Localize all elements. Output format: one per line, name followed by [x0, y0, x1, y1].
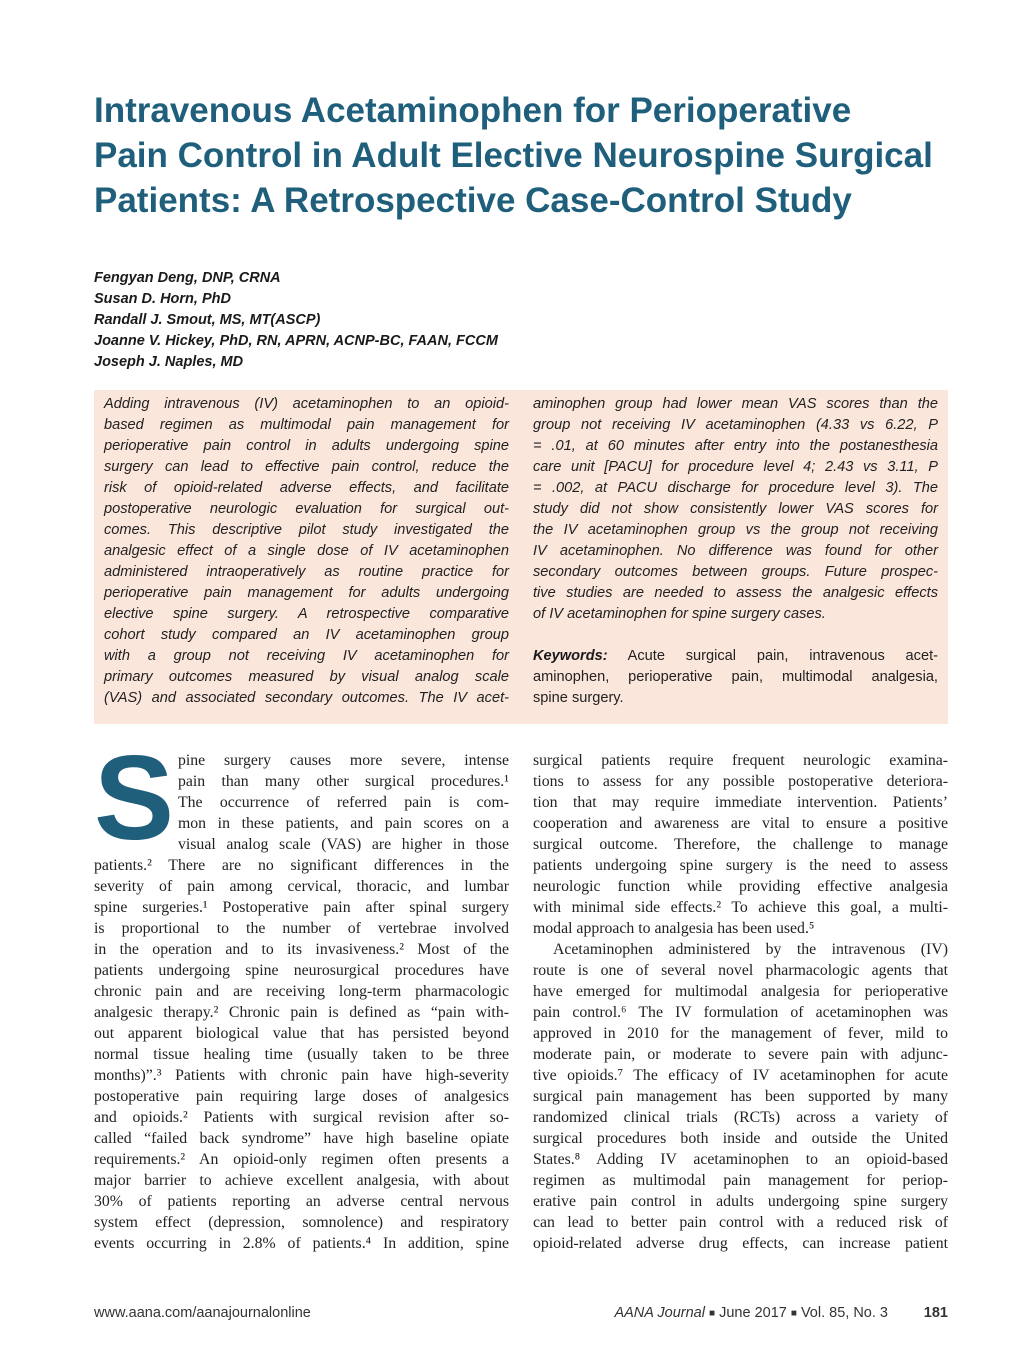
abstract-line: group not receiving IV acetaminophen (4.33 vs 6.22, P: [533, 417, 938, 433]
body-line: surgical outcome. Therefore, the challenge to manage: [533, 836, 948, 853]
body-line: pine surgery causes more severe, intense: [178, 752, 509, 769]
keywords-text: Acute surgical pain, intravenous acet-: [607, 648, 938, 664]
keywords-line: aminophen, perioperative pain, multimodal analgesia,: [533, 669, 938, 685]
abstract-line: (VAS) and associated secondary outcomes. The IV acet-: [104, 690, 509, 706]
body-line: patients undergoing spine surgery is the need to assess: [533, 857, 948, 874]
abstract-line: based regimen as multimodal pain management for: [104, 417, 509, 433]
body-line: and opioids.² Patients with surgical revision after so-: [94, 1109, 509, 1126]
abstract-line: IV acetaminophen. No difference was found for other: [533, 543, 938, 559]
abstract-line: with a group not receiving IV acetaminophen for: [104, 648, 509, 664]
journal-url[interactable]: www.aana.com/aanajournalonline: [94, 1305, 311, 1321]
body-line: requirements.² An opioid-only regimen often presents a: [94, 1151, 509, 1168]
abstract-line: risk of opioid-related adverse effects, and facilitate: [104, 480, 509, 496]
abstract-line: surgery can lead to effective pain control, reduce the: [104, 459, 509, 475]
body-line: tive opioids.⁷ The efficacy of IV acetaminophen for acute: [533, 1067, 948, 1084]
body-line: out apparent biological value that has persisted beyond: [94, 1025, 509, 1042]
abstract-line: study did not show consistently lower VAS scores for: [533, 501, 938, 517]
abstract-line: comes. This descriptive pilot study investigated the: [104, 522, 509, 538]
body-line: The occurrence of referred pain is com-: [178, 794, 509, 811]
page-number: 181: [923, 1305, 948, 1321]
body-line: normal tissue healing time (usually taken to be three: [94, 1046, 509, 1063]
body-line: approved in 2010 for the management of fever, mild to: [533, 1025, 948, 1042]
body-line: surgical pain management has been supported by many: [533, 1088, 948, 1105]
body-left-column: [94, 731, 509, 1254]
body-line: surgical procedures both inside and outside the United: [533, 1130, 948, 1147]
body-line: patients.² There are no significant differences in the: [94, 857, 509, 874]
abstract-line: administered intraoperatively as routine practice for: [104, 564, 509, 580]
body-line: spine surgeries.¹ Postoperative pain after spinal surgery: [94, 899, 509, 916]
abstract-line: care unit [PACU] for procedure level 4; 2.43 vs 3.11, P: [533, 459, 938, 475]
abstract-line: Adding intravenous (IV) acetaminophen to an opioid-: [104, 396, 509, 412]
abstract-line: perioperative pain control in adults undergoing spine: [104, 438, 509, 454]
abstract-spacer: [533, 625, 938, 646]
body-line: tion that may require immediate intervention. Patients’: [533, 794, 948, 811]
body-line: in the operation and to its invasiveness.² Most of the: [94, 941, 509, 958]
abstract-box: [94, 390, 948, 724]
body-line: randomized clinical trials (RCTs) across a variety of: [533, 1109, 948, 1126]
body-line: regimen as multimodal pain management for periop-: [533, 1172, 948, 1189]
body-line: patients undergoing spine neurosurgical procedures have: [94, 962, 509, 979]
title-line-3: Patients: A Retrospective Case-Control Study: [94, 181, 852, 220]
body-line: States.⁸ Adding IV acetaminophen to an opioid-based: [533, 1151, 948, 1168]
body-line: chronic pain and are receiving long-term pharmacologic: [94, 983, 509, 1000]
body-line: analgesic therapy.² Chronic pain is defined as “pain with-: [94, 1004, 509, 1021]
body-line: route is one of several novel pharmacologic agents that: [533, 962, 948, 979]
keywords-label: Keywords:: [533, 648, 608, 664]
body-line: severity of pain among cervical, thoracic, and lumbar: [94, 878, 509, 895]
title-line-2: Pain Control in Adult Elective Neurospine Surgical: [94, 136, 933, 175]
abstract-line: cohort study compared an IV acetaminophen group: [104, 627, 509, 643]
body-line: with minimal side effects.² To achieve this goal, a multi-: [533, 899, 948, 916]
body-line: have emerged for multimodal analgesia for perioperative: [533, 983, 948, 1000]
abstract-line: perioperative pain management for adults undergoing: [104, 585, 509, 601]
square-bullet-icon: ■: [790, 1308, 797, 1319]
author: Joanne V. Hickey, PhD, RN, APRN, ACNP-BC, FAAN, FCCM: [94, 333, 498, 349]
body-line: modal approach to analgesia has been used.⁵: [533, 920, 815, 937]
author: Susan D. Horn, PhD: [94, 291, 231, 307]
abstract-line: = .01, at 60 minutes after entry into the postanesthesia: [533, 438, 938, 454]
author: Joseph J. Naples, MD: [94, 354, 244, 370]
square-bullet-icon: ■: [709, 1308, 716, 1319]
body-line: is proportional to the number of vertebrae involved: [94, 920, 509, 937]
keywords-line: [533, 646, 938, 667]
abstract-line: = .002, at PACU discharge for procedure level 3). The: [533, 480, 938, 496]
abstract-line: the IV acetaminophen group vs the group not receiving: [533, 522, 938, 538]
journal-name: AANA Journal: [614, 1305, 705, 1321]
volume-issue: Vol. 85, No. 3: [800, 1305, 888, 1321]
body-line: system effect (depression, somnolence) and respiratory: [94, 1214, 509, 1231]
author: Randall J. Smout, MS, MT(ASCP): [94, 312, 321, 328]
body-line: visual analog scale (VAS) are higher in those: [178, 836, 509, 853]
abstract-left-column: [104, 394, 509, 709]
body-line: 30% of patients reporting an adverse central nervous: [94, 1193, 509, 1210]
body-line: events occurring in 2.8% of patients.⁴ In addition, spine: [94, 1235, 509, 1252]
abstract-line: postoperative neurologic evaluation for surgical out-: [104, 501, 509, 517]
author: Fengyan Deng, DNP, CRNA: [94, 270, 281, 286]
body-line: major barrier to achieve excellent analgesia, with about: [94, 1172, 509, 1189]
body-line: can lead to better pain control with a reduced risk of: [533, 1214, 948, 1231]
body-line: cooperation and awareness are vital to ensure a positive: [533, 815, 948, 832]
article-title: [94, 88, 964, 223]
body-right-column: [533, 750, 948, 1254]
body-line: months)”.³ Patients with chronic pain have high-severity: [94, 1067, 509, 1084]
body-line: called “failed back syndrome” have high baseline opiate: [94, 1130, 509, 1147]
body-line: Acetaminophen administered by the intravenous (IV): [553, 941, 948, 958]
abstract-line: of IV acetaminophen for spine surgery cases.: [533, 606, 826, 622]
body-line: mon in these patients, and pain scores on a: [178, 815, 509, 832]
body-line: pain than many other surgical procedures.¹: [178, 773, 509, 790]
body-line: neurologic function while providing effective analgesia: [533, 878, 948, 895]
body-line: tions to assess for any possible postoperative deteriora-: [533, 773, 948, 790]
abstract-line: analgesic effect of a single dose of IV acetaminophen: [104, 543, 509, 559]
body-line: surgical patients require frequent neurologic examina-: [533, 752, 948, 769]
keywords-line: spine surgery.: [533, 690, 624, 706]
body-line: pain control.⁶ The IV formulation of acetaminophen was: [533, 1004, 948, 1021]
body-line: erative pain control in adults undergoing spine surgery: [533, 1193, 948, 1210]
abstract-line: tive studies are needed to assess the analgesic effects: [533, 585, 938, 601]
abstract-line: primary outcomes measured by visual analog scale: [104, 669, 509, 685]
abstract-line: aminophen group had lower mean VAS scores than the: [533, 396, 938, 412]
issue-date: June 2017: [719, 1305, 787, 1321]
author-list: [94, 268, 498, 373]
journal-citation: [614, 1305, 888, 1321]
abstract-line: secondary outcomes between groups. Future prospec-: [533, 564, 938, 580]
drop-cap: S: [94, 731, 175, 865]
body-line: moderate pain, or moderate to severe pain with adjunc-: [533, 1046, 948, 1063]
abstract-line: elective spine surgery. A retrospective comparative: [104, 606, 509, 622]
body-line: opioid-related adverse drug effects, can increase patient: [533, 1235, 948, 1252]
title-line-1: Intravenous Acetaminophen for Perioperative: [94, 91, 852, 130]
abstract-right-column: [533, 394, 938, 709]
body-line: postoperative pain requiring large doses of analgesics: [94, 1088, 509, 1105]
